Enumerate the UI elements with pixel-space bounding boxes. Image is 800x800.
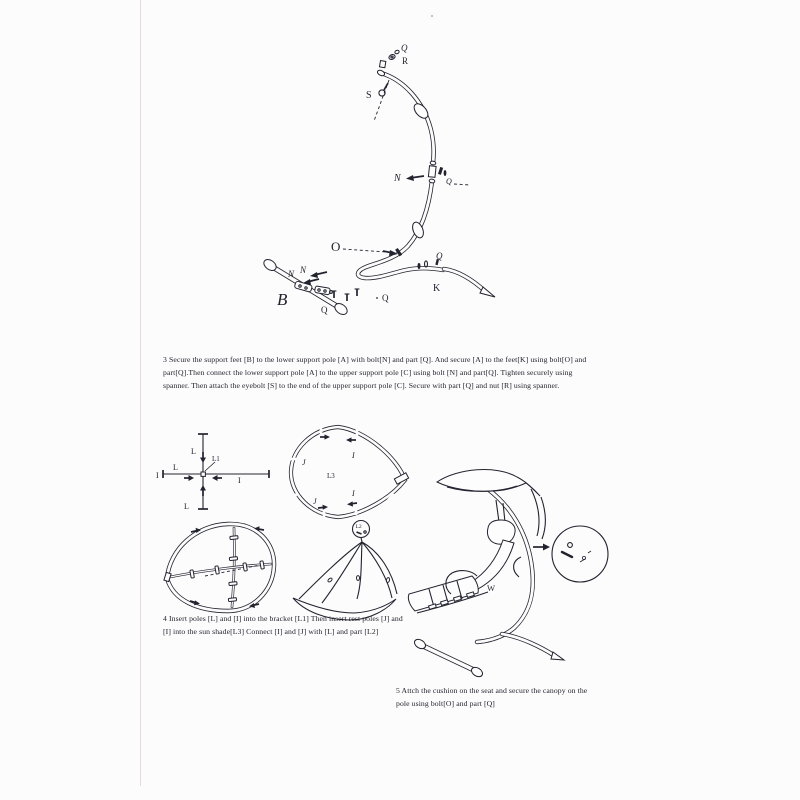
cross-label-right: I <box>238 476 241 485</box>
label-n-bracket-1: N <box>288 269 295 279</box>
label-q-joint: Q <box>446 177 452 186</box>
label-r-top: R <box>402 56 409 66</box>
foot-washer-1 <box>418 263 421 269</box>
cross-label-left-end: I <box>156 471 159 480</box>
step4-instructions <box>163 612 473 638</box>
label-s-eyebolt: S <box>366 90 372 101</box>
cross-label-center: L1 <box>212 455 220 463</box>
washer-q-part <box>388 54 396 61</box>
instruction-line: 5 Attch the cushion on the seat and secure the canopy on the <box>396 686 588 695</box>
pole-top-stub <box>380 61 386 68</box>
canopy-label-connector: L2 <box>355 524 362 530</box>
step4-cross-diagram <box>156 434 269 511</box>
step3-instructions <box>163 353 643 392</box>
label-w-seat: W <box>487 583 496 593</box>
label-n-bracket-2: N <box>300 265 307 275</box>
label-q-top: Q <box>401 43 408 53</box>
foot-k-tip <box>480 287 495 297</box>
eyebolt-guide-line <box>374 80 389 121</box>
bracket-bolts <box>332 289 378 301</box>
label-b-bar: B <box>277 290 288 309</box>
cross-label-bottom: L <box>184 502 189 511</box>
chair-armrest-far <box>514 557 521 577</box>
rim-label-center: L3 <box>327 472 335 480</box>
hardware-detail-circle <box>552 526 608 582</box>
step3-stand-diagram <box>262 43 495 317</box>
frame-left-connector <box>164 572 171 581</box>
rim-label-right: I <box>352 489 355 498</box>
instruction-line: [I] into the sun shade[L3] Connect [I] and [J] with [L] and part [L2] <box>163 627 379 636</box>
joint-bolt <box>438 167 443 175</box>
label-q-bracket-2: Q <box>382 293 389 303</box>
step4-shade-frame-diagram <box>164 524 274 611</box>
label-n-joint: N <box>394 173 401 184</box>
step4-shade-rim-diagram <box>287 425 409 519</box>
step5-instructions <box>396 684 646 710</box>
joint-bracket <box>428 166 436 178</box>
instruction-line: 4 Insert poles [L] and [I] into the bracket [L1] Then insert rest poles [J] and <box>163 614 403 623</box>
nut-r-part <box>394 50 399 55</box>
rim-label-left: J <box>302 458 306 467</box>
cross-center-bracket <box>201 472 205 476</box>
instruction-line: 3 Secure the support feet [B] to the lower support pole [A] with bolt[N] and part [Q]. And secure [A] to the feet[K] using bolt[O] and <box>163 355 587 364</box>
step4-canopy-diagram <box>293 521 397 621</box>
label-q-foot: Q <box>436 251 443 261</box>
instruction-line: spanner. Then attach the eyebolt [S] to the end of the upper support pole [C]. Secure with part [Q] and nut [R] using spanner. <box>163 381 560 390</box>
label-q-bracket-1: Q <box>321 305 328 315</box>
o-callout-line <box>343 249 386 252</box>
instruction-line: part[Q].Then connect the lower support pole [A] to the upper support pole [C] using bolt [N] and part[Q]. Tighten securely using <box>163 368 573 377</box>
cross-label-top: L <box>191 447 196 456</box>
cross-label-left: L <box>173 463 178 472</box>
step5-chair-diagram <box>408 470 608 679</box>
instruction-line: pole using bolt[O] and part [Q] <box>396 699 495 708</box>
chair-headrest <box>487 520 515 544</box>
rim-label-bottom: J <box>313 497 317 506</box>
scan-speck <box>431 15 433 17</box>
label-k-foot: K <box>433 283 441 294</box>
label-o-bolt: O <box>331 239 341 254</box>
rim-label-top-right: I <box>352 451 355 460</box>
